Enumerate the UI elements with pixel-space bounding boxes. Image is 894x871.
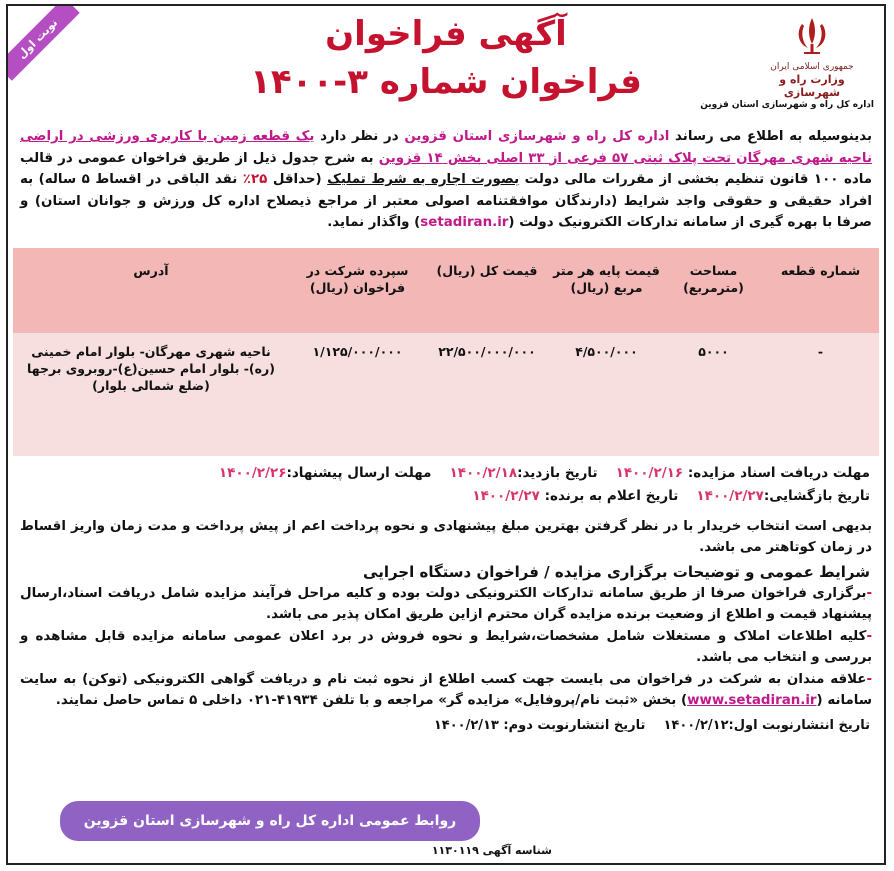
lots-table [13,248,879,456]
first-publication-ribbon: نوبت اول [6,4,80,81]
intro-text-2: در نظر دارد [314,129,405,144]
cell-lot-number: - [762,333,879,456]
doc-deadline-value: ۱۴۰۰/۲/۱۶ [615,464,684,481]
dates-row-1 [22,462,870,485]
ad-identifier: شناسه آگهی ۱۱۳۰۱۱۹ [431,844,552,857]
condition-item-2: -کلیه اطلاعات املاک و مستغلات شامل مشخصات،شرایط و نحوه فروش در برد اعلان عمومی سامانه مزایده قابل مشاهده و بررسی و انتخاب می باشد. [20,628,872,665]
header-total-price: قیمت کل (ریال) [426,248,548,333]
condition-item-1: -برگزاری فراخوان صرفا از طریق سامانه تدارکات الکترونیکی دولت بوده و کلیه مراحل فرآیند مزایده شامل دریافت اسناد،ارسال پیشنهاد قیمت و اطلاع از وضعیت برنده مزایده گران محترم ازاین طریق امکان پذیر می باشد. [20,585,872,622]
conditions-title: شرایط عمومی و توضیحات برگزاری مزایده / فراخوان دستگاه اجرایی [363,562,870,581]
second-publication-value: ۱۴۰۰/۲/۱۳ [433,717,499,733]
dates-block [22,462,870,508]
second-publication-label: تاریخ انتشارنوبت دوم: [503,717,646,733]
table-header-row [13,248,879,333]
organization-name: اداره کل راه و شهرسازی استان قزوین [404,129,670,144]
office-name: اداره کل راه و شهرسازی استان قزوین [700,100,874,110]
announcement-title: آگهی فراخوان [325,14,567,54]
header-area: مساحت (مترمربع) [665,248,762,333]
first-publication-value: ۱۴۰۰/۲/۱۲ [663,717,729,733]
condition-text-3b: ) بخش «ثبت نام/پروفایل» مزایده گر» مراجعه و با تلفن ۴۱۹۳۴-۰۲۱ داخلی ۵ تماس حاصل نمایند. [55,693,688,708]
first-publication-label: تاریخ انتشارنوبت اول: [728,717,870,733]
intro-text-4: (حداقل [267,172,328,187]
setadiran-link[interactable]: setadiran.ir [420,215,509,230]
winner-date-value: ۱۴۰۰/۲/۲۷ [472,487,540,504]
cell-deposit: ۱/۱۲۵/۰۰۰/۰۰۰ [289,333,426,456]
condition-text-3a: علاقه مندان به شرکت در فراخوان می بایست جهت کسب اطلاع از نحوه ثبت نام و دریافت گواهی الکترونیکی (توکن) به سایت سامانه ( [20,671,872,708]
ministry-logo [752,14,872,99]
header [8,6,884,122]
intro-text-6: ) واگذار نماید. [327,215,421,230]
condition-text-2: کلیه اطلاعات املاک و مستغلات شامل مشخصات،شرایط و نحوه فروش در برد اعلان عمومی سامانه مزایده قابل مشاهده و بررسی و انتخاب می باشد. [20,628,872,665]
land-description: یک قطعه زمین با کاربری ورزشی در اراضی ناحیه شهری مهرگان تحت پلاک ثبتی ۵۷ فرعی از ۳۳ اصلی بخش ۱۴ قزوین [20,129,872,166]
minimum-percent: ۲۵٪ [242,172,268,187]
submit-deadline-value: ۱۴۰۰/۲/۲۶ [218,464,287,481]
cell-base-price: ۴/۵۰۰/۰۰۰ [548,333,665,456]
opening-date-value: ۱۴۰۰/۲/۲۷ [696,487,764,504]
iran-emblem-icon [792,14,832,56]
opening-date-label: تاریخ بازگشایی: [763,487,870,504]
visit-date-label: تاریخ بازدید: [517,464,598,481]
public-relations-band: روابط عمومی اداره کل راه و شهرسازی استان قزوین [60,801,480,841]
condition-item-3: -علاقه مندان به شرکت در فراخوان می بایست جهت کسب اطلاع از نحوه ثبت نام و دریافت گواهی الکترونیکی (توکن) به سایت سامانه (www.setadiran.ir) بخش «ثبت نام/پروفایل» مزایده گر» مراجعه و با تلفن ۴۱۹۳۴-۰۲۱ داخلی ۵ تماس حاصل نمایند. [20,671,872,708]
cell-area: ۵۰۰۰ [665,333,762,456]
header-lot-number: شماره قطعه [762,248,879,333]
announcement-frame [6,4,886,865]
header-deposit: سپرده شرکت در فراخوان (ریال) [289,248,426,333]
announcement-subtitle: فراخوان شماره ۳-۱۴۰۰ [250,62,642,102]
table-row [13,333,879,456]
setadiran-url-link[interactable]: www.setadiran.ir [687,693,817,708]
dates-row-2 [22,485,870,508]
header-address: آدرس [13,248,289,333]
intro-text-3: به شرح جدول ذیل از طریق فراخوان عمومی در قالب ماده ۱۰۰ قانون تنظیم بخشی از مقررات مالی دولت [20,150,873,187]
publication-dates [22,716,870,736]
country-name: جمهوری اسلامی ایران [770,62,854,72]
lease-type: بصورت اجاره به شرط تملیک [327,172,520,187]
selection-note: بدیهی است انتخاب خریدار با در نظر گرفتن بهترین مبلغ پیشنهادی و نحوه پرداخت اعم از پیش پرداخت و مدت زمان واریز اقساط در زمان کوتاهتر می باشد. [20,518,872,555]
condition-text-1: برگزاری فراخوان صرفا از طریق سامانه تدارکات الکترونیکی دولت بوده و کلیه مراحل فرآیند مزایده شامل دریافت اسناد،ارسال پیشنهاد قیمت و اطلاع از وضعیت برنده مزایده گران محترم ازاین طریق امکان پذیر می باشد. [20,585,872,622]
winner-date-label: تاریخ اعلام به برنده: [544,487,679,504]
intro-text-5: نقد الباقی در اقساط ۵ ساله) به افراد حقیقی و حقوقی واجد شرایط (دارندگان موافقتنامه اصولی معتبر از مراجع ذیصلاح اداره کل ورزش و جوانان استان) و صرفا با بهره گیری از سامانه تدارکات الکترونیک دولت ( [20,172,872,230]
intro-paragraph [20,126,872,234]
cell-address: ناحیه شهری مهرگان- بلوار امام خمینی (ره)- بلوار امام حسین(ع)-روبروی برجها (ضلع شمالی بلوار) [13,333,289,456]
doc-deadline-label: مهلت دریافت اسناد مزایده: [687,464,870,481]
intro-text-1: بدینوسیله به اطلاع می رساند [669,129,872,144]
submit-deadline-label: مهلت ارسال پیشنهاد: [286,464,432,481]
visit-date-value: ۱۴۰۰/۲/۱۸ [449,464,518,481]
cell-total-price: ۲۲/۵۰۰/۰۰۰/۰۰۰ [426,333,548,456]
ministry-name: وزارت راه و شهرسازی [779,73,845,99]
header-base-price: قیمت پایه هر متر مربع (ریال) [548,248,665,333]
